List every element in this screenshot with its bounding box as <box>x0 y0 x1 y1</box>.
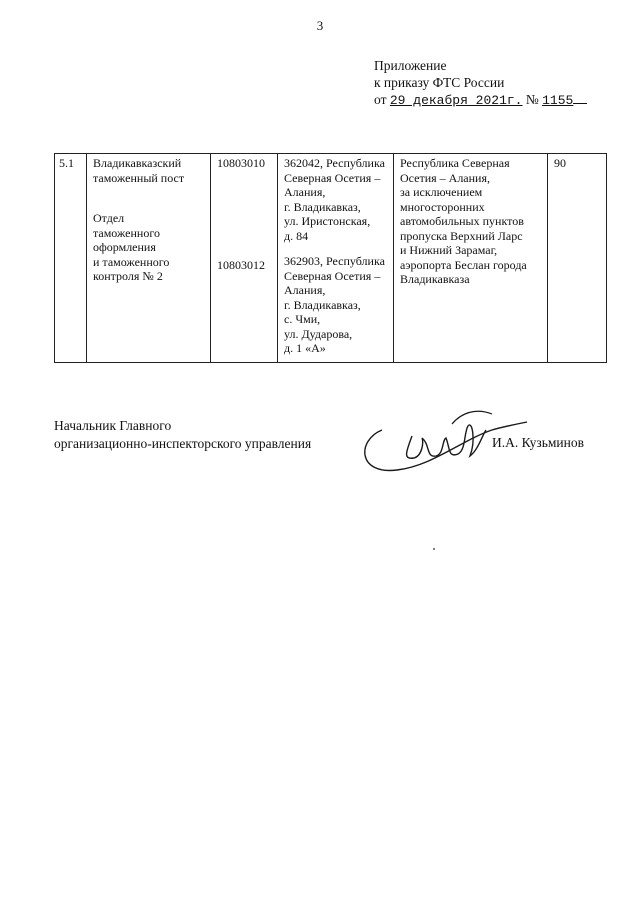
spacer <box>284 243 388 254</box>
signatory-name: И.А. Кузьминов <box>492 435 584 450</box>
appendix-date-prefix: от <box>374 92 390 107</box>
post-codes-cell <box>211 154 278 363</box>
post-address: 362042, Республика Северная Осетия – Алания, г. Владикавказ, ул. Иристонская, д. 84 <box>284 156 385 243</box>
signatory-title-line1: Начальник Главного <box>54 418 172 433</box>
spacer <box>217 171 272 258</box>
value-cell: 90 <box>548 154 607 363</box>
page-number: 3 <box>316 18 324 33</box>
signatory-title <box>54 417 311 453</box>
region-text: Республика Северная Осетия – Алания, за исключением многосторонних автомобильных пунктов пропуска Верхний Ларс и Нижний Зарамаг, аэропорта Беслан города Владикавказа <box>400 156 527 286</box>
appendix-title: Приложение <box>374 58 447 73</box>
post-address: 362903, Республика Северная Осетия – Алания, г. Владикавказ, с. Чми, ул. Дударова, д. 1 «А» <box>284 254 385 355</box>
underline-fill <box>573 91 587 104</box>
appendix-header <box>374 58 587 110</box>
appendix-order-ref: к приказу ФТС России <box>374 74 505 90</box>
appendix-number: 1155 <box>542 93 574 108</box>
post-code: 10803010 <box>217 156 265 170</box>
spacer <box>93 185 205 211</box>
region-cell <box>394 154 548 363</box>
appendix-date: 29 декабря 2021г. <box>389 93 523 108</box>
signatory-title-line2: организационно-инспекторского управления <box>54 436 312 451</box>
row-index: 5.1 <box>55 154 87 363</box>
customs-posts-table <box>54 153 607 363</box>
table-row <box>55 154 607 363</box>
post-names-cell <box>87 154 211 363</box>
stray-mark <box>433 548 435 550</box>
appendix-date-line <box>374 91 587 110</box>
post-addresses-cell <box>278 154 394 363</box>
post-name: Отдел таможенного оформления и таможенного контроля № 2 <box>93 211 170 283</box>
post-code: 10803012 <box>217 257 265 272</box>
post-name: Владикавказский таможенный пост <box>93 156 185 185</box>
appendix-number-sign: № <box>525 92 539 107</box>
